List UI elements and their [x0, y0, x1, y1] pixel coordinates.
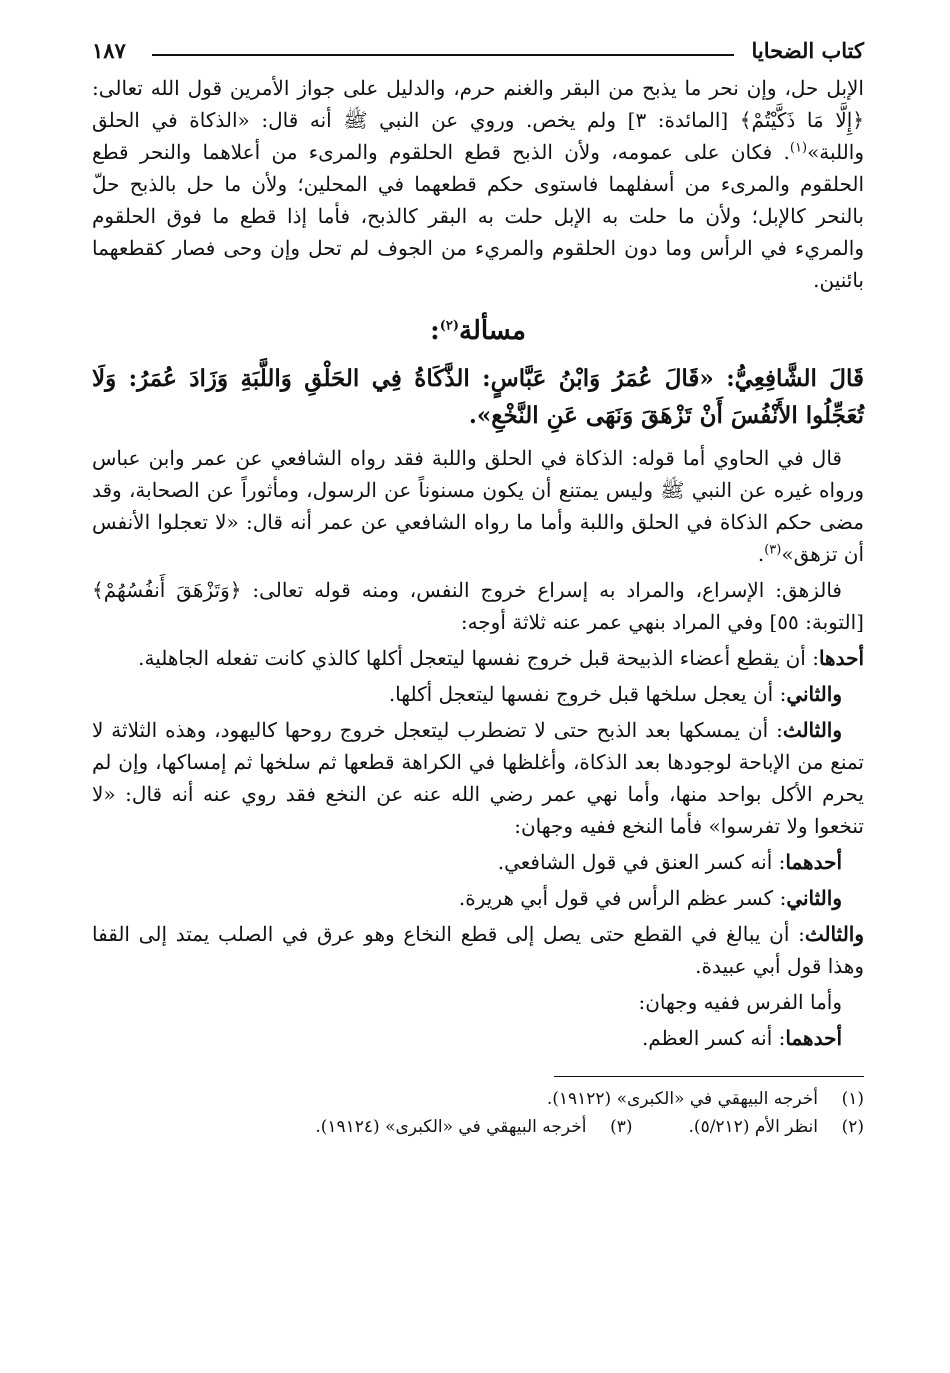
- aspect-item: والثاني: كسر عظم الرأس في قول أبي هريرة.: [458, 886, 842, 910]
- aspect-item: والثاني: أن يعجل سلخها قبل خروج نفسها ليتعجل أكلها.: [388, 682, 842, 706]
- running-header: [92, 36, 864, 66]
- aspect-item: أحدهما: أنه كسر العظم.: [641, 1026, 842, 1050]
- footnote-row: [92, 1085, 864, 1113]
- book-page: [92, 36, 864, 1141]
- aspect-item: والثالث: أن يبالغ في القطع حتى يصل إلى قطع النخاع وهو عرق في الصلب يمتد إلى القفا وهذا قول أبي عبيدة.: [92, 922, 864, 978]
- header-rule: [152, 54, 734, 56]
- footnotes: [92, 1085, 864, 1141]
- footnote: (١) أخرجه البيهقي في «الكبرى» (١٩١٢٢).: [546, 1089, 864, 1109]
- book-title: كتاب الضحايا: [751, 38, 864, 63]
- masala-heading: مسألة$^{(٢)}$:: [430, 316, 526, 346]
- commentary-faras: وأما الفرس ففيه وجهان:: [638, 990, 842, 1014]
- footnote-ref-3: (٣): [764, 542, 782, 558]
- commentary-paragraph: قال في الحاوي أما قوله: الذكاة في الحلق واللبة فقد رواه الشافعي عن عمر وابن عباس ورواه غيره عن النبي ﷺ وليس يمتنع أن يكون مسنوناً عن الرسول، ومأثوراً عن الصحابة، وقد مضى حكم الذكاة في الحلق واللبة وأما ما رواه الشافعي عن عمر أنه قال: «لا تعجلوا الأنفس أن تزهق»$^{(٣)}$.: [92, 446, 864, 566]
- footnote: (٢) انظر الأم (٥/٢١٢).: [688, 1117, 864, 1137]
- footnote-row: [92, 1113, 864, 1141]
- page-number: ١٨٧: [92, 38, 126, 63]
- footnote: (٣) أخرجه البيهقي في «الكبرى» (١٩١٢٤).: [315, 1117, 633, 1137]
- matn-text: قَالَ الشَّافِعِيُّ: «قَالَ عُمَرُ وَابْنُ عَبَّاسٍ: الذَّكَاةُ فِي الحَلْقِ وَاللَّبَةِ وَزَادَ عُمَرُ: وَلَا تُعَجِّلُوا الأَنْفُسَ أَنْ تَزْهَقَ وَنَهَى عَنِ النَّخْعِ».: [92, 365, 864, 429]
- aspect-item: أحدهما: أنه كسر العنق في قول الشافعي.: [497, 850, 842, 874]
- footnote-ref-2: (٢): [439, 318, 459, 334]
- paragraph-continuation: الإبل حل، وإن نحر ما يذبح من البقر والغنم حرم، والدليل على جواز الأمرين قول الله تعالى: ﴿إِلَّا مَا ذَكَّيْتُمْ﴾ [المائدة: ٣] ولم يخص. وروي عن النبي ﷺ أنه قال: «الذكاة في الحلق واللبة»$^{(١)}$. فكان على عمومه، ولأن الذبح قطع الحلقوم والمرىء من أعلاهما والنحر قطع الحلقوم والمرىء من أسفلهما فاستوى حكم قطعهما في المحلين؛ ولأن ما حل بالذبح حلّ بالنحر كالإبل؛ ولأن ما حلت به الإبل حلت به البقر كالذبح، فأما إذا قطع ما فوق الحلقوم والمريء في الرأس وما دون الحلقوم والمريء من الجوف لم تحل وإن وحى فصار كقطعهما بائنين.: [92, 76, 864, 292]
- main-text: [92, 72, 864, 1054]
- aspect-item: والثالث: أن يمسكها بعد الذبح حتى لا تضطرب ليتعجل خروج روحها كاليهود، وهذه الثلاثة لا تمنع من الإباحة لوجودها بعد الذكاة، وأغلظها في الكراهة قطعها ثم سلخها ثم إمساكها، وإن لم يحرم الأكل بواحد منها، وأما نهي عمر رضي الله عنه عن النخع فقد روي عنه أنه قال: «لا تنخعوا ولا تفرسوا» فأما النخع ففيه وجهان:: [92, 718, 864, 838]
- footnote-rule: [554, 1076, 864, 1077]
- footnote-ref-1: (١): [789, 140, 808, 156]
- commentary-zahaq: فالزهق: الإسراع، والمراد به إسراع خروج النفس، ومنه قوله تعالى: ﴿وَتَزْهَقَ أَنفُسُهُمْ﴾ [التوبة: ٥٥] وفي المراد بنهي عمر عنه ثلاثة أوجه:: [92, 578, 864, 634]
- aspect-item: أحدها: أن يقطع أعضاء الذبيحة قبل خروج نفسها ليتعجل أكلها كالذي كانت تفعله الجاهلية.: [138, 646, 864, 670]
